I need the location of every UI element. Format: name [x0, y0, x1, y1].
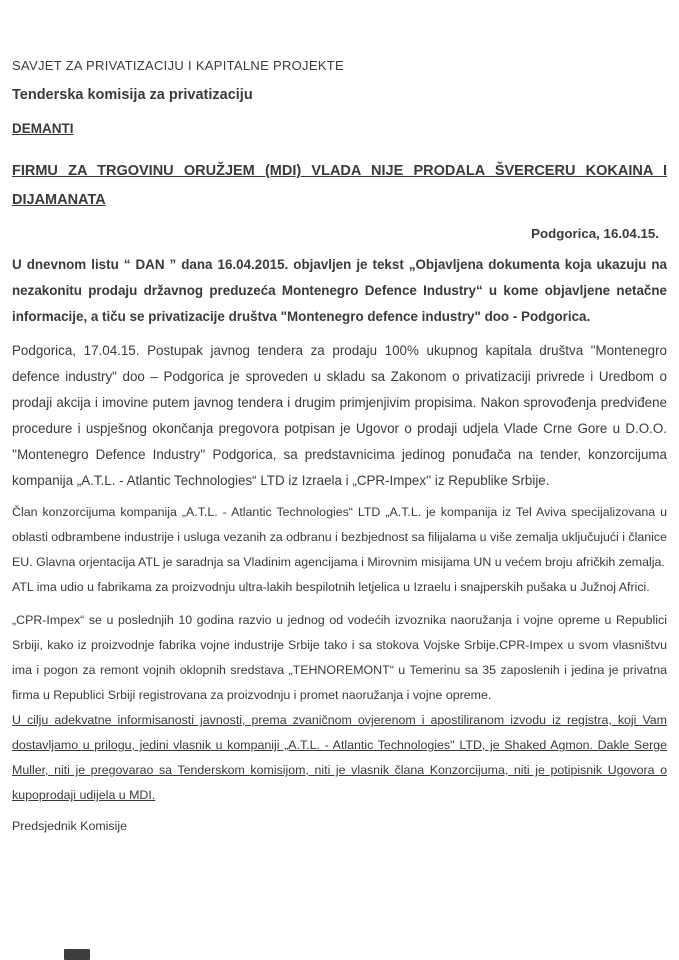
paragraph-atl-holdings: ATL ima udio u fabrikama za proizvodnju ultra-lakih bespilotnih letjelica u Izraelu i snajperskih pušaka u Južnoj Africi.: [12, 580, 650, 594]
signature-line: Predsjednik Komisije: [12, 819, 128, 833]
document-title: FIRMU ZA TRGOVINU ORUŽJEM (MDI) VLADA NIJE PRODALA ŠVERCERU KOKAINA I DIJAMANATA: [12, 163, 667, 208]
paragraph-cpr-impex: „CPR-Impex“ se u poslednjih 10 godina razvio u jednog od vodećih izvoznika naoružanja i vojne opreme u Republici Srbiji, kako iz proizvodnje fabrika vojne industrije Srbije tako i sa stokova Vojske Srbije.CPR-Impex u svom vlasništvu ima i pogon za remont vojnih oklopnih sredstava „TEHNOREMONT“ u Temerinu sa 35 zaposlenih i jedina je privatna firma u Republici Srbiji registrovana za proizvodnju i promet naoružanja i vojne opreme.: [12, 613, 667, 702]
paragraph-tender-procedure: Podgorica, 17.04.15. Postupak javnog tendera za prodaju 100% ukupnog kapitala društva "Montenegro defence industry" doo – Podgorica je sproveden u skladu sa Zakonom o privatizaciji privrede i Uredbom o prodaji akcija i imovine putem javnog tendera i drugim primjenjivim propisima. Nakon sprovođenja predviđene procedure i uspješnog okončanja pregovora potpisan je Ugovor o prodaji udjela Vlade Crne Gore u D.O.O. ''Montenegro Defence Industry'' Podgorica, sa predstavnicima jedinog ponuđača na tender, konzorcijuma kompanija „A.T.L. - Atlantic Technologies“ LTD iz Izraela i „CPR-Impex'' iz Republike Srbije.: [12, 343, 667, 488]
org-title: SAVJET ZA PRIVATIZACIJU I KAPITALNE PROJEKTE: [12, 58, 345, 73]
committee-title: Tenderska komisija za privatizaciju: [12, 87, 253, 103]
demanti-heading: DEMANTI: [12, 121, 74, 136]
intro-paragraph: U dnevnom listu “ DAN ” dana 16.04.2015. objavljen je tekst „Objavljena dokumenta koja ukazuju na nezakonitu prodaju državnog preduzeća Montenegro Defence Industry“ u kome objavljene netačne informacije, a tiču se privatizacije društva "Montenegro defence industry" doo - Podgorica.: [12, 257, 667, 324]
paragraph-clarification-underlined: U cilju adekvatne informisanosti javnosti, prema zvaničnom ovjerenom i apostiliranom izvodu iz registra, koji Vam dostavljamo u prilogu, jedini vlasnik u kompaniji „A.T.L. - Atlantic Technologies'' LTD, je Shaked Agmon. Dakle Serge Muller, niti je pregovarao sa Tenderskom komisijom, niti je vlasnik člana Konzorcijuma, niti je potipisnik Ugovora o kupoprodaji udijela u MDI.: [12, 713, 667, 802]
paragraph-atl-description: Član konzorcijuma kompanija „A.T.L. - Atlantic Technologies“ LTD „A.T.L. je kompanija iz Tel Aviva specijalizovana u oblasti odbrambene industrije i usluga vezanih za odbranu i bezbjednost sa filijalama u više zemalja uključujući i članice EU. Glavna orjentacija ATL je saradnja sa Vladinim agencijama i Mirovnim misijama UN u većem broju afričkih zemalja.: [12, 505, 668, 569]
dateline: Podgorica, 16.04.15.: [531, 226, 659, 241]
next-page-fragment: [64, 949, 90, 960]
